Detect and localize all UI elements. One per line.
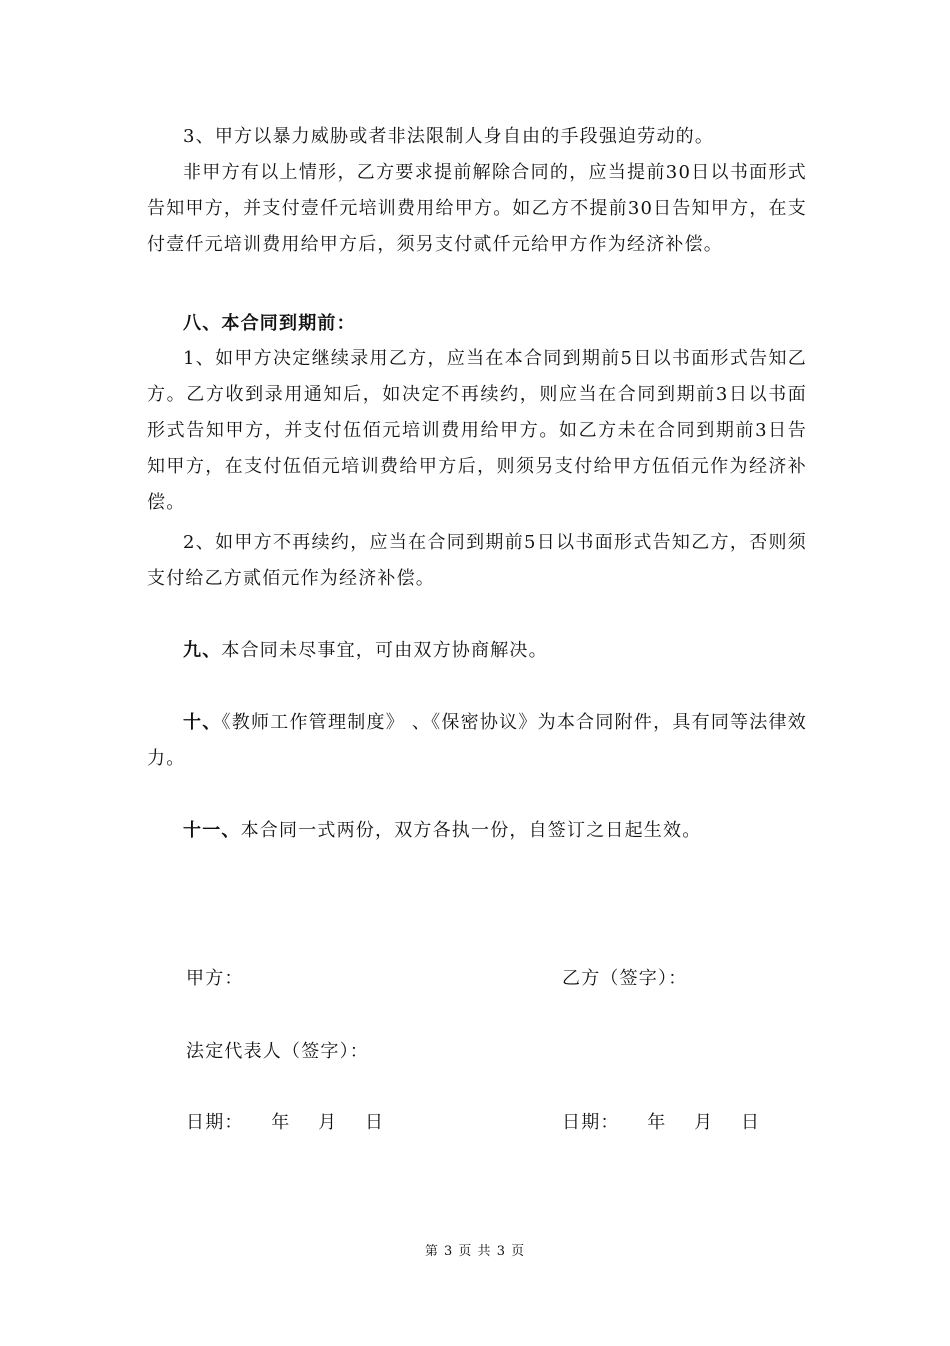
clause-10-text: 《教师工作管理制度》 、《保密协议》为本合同附件，具有同等法律效力。 [147, 712, 807, 769]
party-b-signature-label: 乙方（签字）： [562, 968, 688, 989]
party-a-label: 甲方： [186, 968, 244, 989]
clause-9-number: 九、 [183, 640, 222, 661]
page-number: 第 3 页 共 3 页 [424, 1244, 526, 1259]
clause-8-heading: 八、本合同到期前： [183, 313, 356, 334]
clause-8-item-1: 1、如甲方决定继续录用乙方，应当在本合同到期前5日以书面形式告知乙方。乙方收到录用通知后，如决定不再续约，则应当在合同到期前3日以书面形式告知甲方，并支付伍佰元培训费用给甲方。如乙方未在合同到期前3日告知甲方，在支付伍佰元培训费给甲方后，则须另支付给甲方伍佰元作为经济补偿。 [147, 348, 807, 513]
party-b-date: 日期： 年 月 日 [562, 1112, 761, 1133]
party-a-date: 日期： 年 月 日 [186, 1112, 385, 1133]
clause-7-item-3: 3、甲方以暴力威胁或者非法限制人身自由的手段强迫劳动的。 [183, 126, 715, 147]
clause-8-item-2: 2、如甲方不再续约，应当在合同到期前5日以书面形式告知乙方，否则须支付给乙方贰佰元作为经济补偿。 [147, 532, 807, 589]
legal-representative-label: 法定代表人（签字）： [186, 1041, 369, 1062]
clause-10 [147, 705, 807, 777]
clause-11-text: 本合同一式两份，双方各执一份，自签订之日起生效。 [240, 820, 702, 841]
clause-10-number: 十、 [183, 712, 222, 733]
clause-11 [147, 813, 807, 849]
clause-9 [147, 633, 807, 669]
clause-11-number: 十一、 [183, 820, 241, 841]
clause-7-early-termination: 非甲方有以上情形，乙方要求提前解除合同的，应当提前30日以书面形式告知甲方，并支付壹仟元培训费用给甲方。如乙方不提前30日告知甲方，在支付壹仟元培训费用给甲方后，须另支付贰仟元给甲方作为经济补偿。 [147, 162, 807, 255]
clause-9-text: 本合同未尽事宜，可由双方协商解决。 [221, 640, 548, 661]
